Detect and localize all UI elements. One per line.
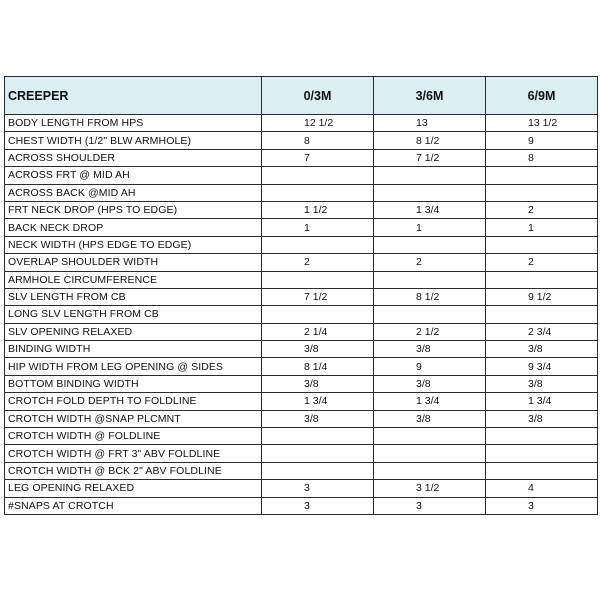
measurement-label: ACROSS BACK @MID AH — [5, 184, 262, 201]
header-size-0-3m: 0/3M — [262, 77, 374, 115]
table-row — [5, 375, 598, 392]
measurement-label: CROTCH WIDTH @ BCK 2" ABV FOLDLINE — [5, 462, 262, 479]
header-row — [5, 77, 598, 115]
measurement-label: ACROSS SHOULDER — [5, 149, 262, 166]
measurement-label: NECK WIDTH (HPS EDGE TO EDGE) — [5, 236, 262, 253]
table-row — [5, 115, 598, 132]
measurement-value: 3 — [486, 497, 598, 514]
measurement-value: 12 1/2 — [262, 115, 374, 132]
measurement-label: FRT NECK DROP (HPS TO EDGE) — [5, 201, 262, 218]
measurement-label: SLV OPENING RELAXED — [5, 323, 262, 340]
measurement-value: 3 — [262, 497, 374, 514]
measurement-value: 9 — [486, 132, 598, 149]
measurement-value — [262, 428, 374, 445]
measurement-value: 7 — [262, 149, 374, 166]
measurement-label: CROTCH FOLD DEPTH TO FOLDLINE — [5, 393, 262, 410]
measurement-label: CROTCH WIDTH @ FRT 3" ABV FOLDLINE — [5, 445, 262, 462]
measurement-value: 3/8 — [486, 410, 598, 427]
measurement-value: 7 1/2 — [374, 149, 486, 166]
measurement-label: ACROSS FRT @ MID AH — [5, 167, 262, 184]
table-row — [5, 497, 598, 514]
measurement-value — [486, 271, 598, 288]
measurement-value: 2 — [262, 254, 374, 271]
table-row — [5, 445, 598, 462]
table-row — [5, 219, 598, 236]
measurement-value: 13 1/2 — [486, 115, 598, 132]
measurement-value: 9 3/4 — [486, 358, 598, 375]
measurement-value: 1 3/4 — [262, 393, 374, 410]
measurement-value: 3 — [374, 497, 486, 514]
table-row — [5, 254, 598, 271]
measurement-value: 3 — [262, 480, 374, 497]
measurement-value: 3 1/2 — [374, 480, 486, 497]
table-row — [5, 393, 598, 410]
table-row — [5, 271, 598, 288]
measurement-value — [262, 445, 374, 462]
measurement-value: 3/8 — [486, 341, 598, 358]
measurement-value: 3/8 — [262, 375, 374, 392]
measurement-value — [486, 428, 598, 445]
table-row — [5, 184, 598, 201]
measurement-value — [262, 236, 374, 253]
measurement-label: CROTCH WIDTH @ FOLDLINE — [5, 428, 262, 445]
measurement-value: 9 — [374, 358, 486, 375]
measurement-value: 3/8 — [374, 341, 486, 358]
measurement-value — [374, 271, 486, 288]
measurement-value: 2 1/2 — [374, 323, 486, 340]
measurement-value: 2 — [374, 254, 486, 271]
measurement-value — [374, 167, 486, 184]
table-row — [5, 341, 598, 358]
measurement-label: #SNAPS AT CROTCH — [5, 497, 262, 514]
measurement-value — [262, 462, 374, 479]
measurement-value: 1 3/4 — [486, 393, 598, 410]
table-row — [5, 288, 598, 305]
measurement-value: 8 1/4 — [262, 358, 374, 375]
measurement-value: 3/8 — [262, 410, 374, 427]
measurement-value: 3/8 — [374, 375, 486, 392]
measurement-value: 8 1/2 — [374, 288, 486, 305]
measurement-value: 4 — [486, 480, 598, 497]
measurement-value: 3/8 — [262, 341, 374, 358]
measurement-label: ARMHOLE CIRCUMFERENCE — [5, 271, 262, 288]
measurement-value: 1 — [374, 219, 486, 236]
measurement-label: BODY LENGTH FROM HPS — [5, 115, 262, 132]
table-row — [5, 306, 598, 323]
measurement-value: 1 — [486, 219, 598, 236]
measurement-value: 9 1/2 — [486, 288, 598, 305]
measurement-value — [374, 184, 486, 201]
measurement-label: LONG SLV LENGTH FROM CB — [5, 306, 262, 323]
measurement-label: OVERLAP SHOULDER WIDTH — [5, 254, 262, 271]
measurement-value — [262, 271, 374, 288]
measurement-value — [374, 428, 486, 445]
measurement-label: CROTCH WIDTH @SNAP PLCMNT — [5, 410, 262, 427]
table-row — [5, 236, 598, 253]
header-size-3-6m: 3/6M — [374, 77, 486, 115]
measurement-label: BOTTOM BINDING WIDTH — [5, 375, 262, 392]
measurement-value — [486, 462, 598, 479]
measurement-value: 2 — [486, 254, 598, 271]
measurement-value — [262, 167, 374, 184]
measurement-value — [374, 445, 486, 462]
table-row — [5, 428, 598, 445]
measurement-value — [486, 236, 598, 253]
table-row — [5, 167, 598, 184]
measurement-value: 1 3/4 — [374, 393, 486, 410]
measurement-value — [374, 306, 486, 323]
measurement-value: 8 — [262, 132, 374, 149]
measurement-label: CHEST WIDTH (1/2" BLW ARMHOLE) — [5, 132, 262, 149]
measurement-value — [374, 462, 486, 479]
measurement-value — [486, 167, 598, 184]
measurement-value: 8 1/2 — [374, 132, 486, 149]
measurement-label: LEG OPENING RELAXED — [5, 480, 262, 497]
table-row — [5, 410, 598, 427]
measurement-value — [374, 236, 486, 253]
measurement-label: BACK NECK DROP — [5, 219, 262, 236]
header-garment: CREEPER — [5, 77, 262, 115]
table-row — [5, 462, 598, 479]
table-row — [5, 358, 598, 375]
measurement-value: 1 3/4 — [374, 201, 486, 218]
measurement-label: BINDING WIDTH — [5, 341, 262, 358]
header-size-6-9m: 6/9M — [486, 77, 598, 115]
table-row — [5, 323, 598, 340]
measurement-value — [262, 306, 374, 323]
table-row — [5, 201, 598, 218]
table-row — [5, 132, 598, 149]
measurement-value — [486, 184, 598, 201]
measurement-value: 1 — [262, 219, 374, 236]
measurement-value: 2 — [486, 201, 598, 218]
measurement-label: HIP WIDTH FROM LEG OPENING @ SIDES — [5, 358, 262, 375]
table-row — [5, 480, 598, 497]
measurement-value — [262, 184, 374, 201]
measurement-value: 2 3/4 — [486, 323, 598, 340]
measurement-value: 3/8 — [374, 410, 486, 427]
table-row — [5, 149, 598, 166]
measurement-value — [486, 445, 598, 462]
measurement-value: 8 — [486, 149, 598, 166]
measurement-value: 13 — [374, 115, 486, 132]
measurement-label: SLV LENGTH FROM CB — [5, 288, 262, 305]
measurement-value: 2 1/4 — [262, 323, 374, 340]
measurement-value: 7 1/2 — [262, 288, 374, 305]
measurement-value: 1 1/2 — [262, 201, 374, 218]
measurement-value: 3/8 — [486, 375, 598, 392]
measurement-value — [486, 306, 598, 323]
spec-table — [4, 76, 598, 515]
